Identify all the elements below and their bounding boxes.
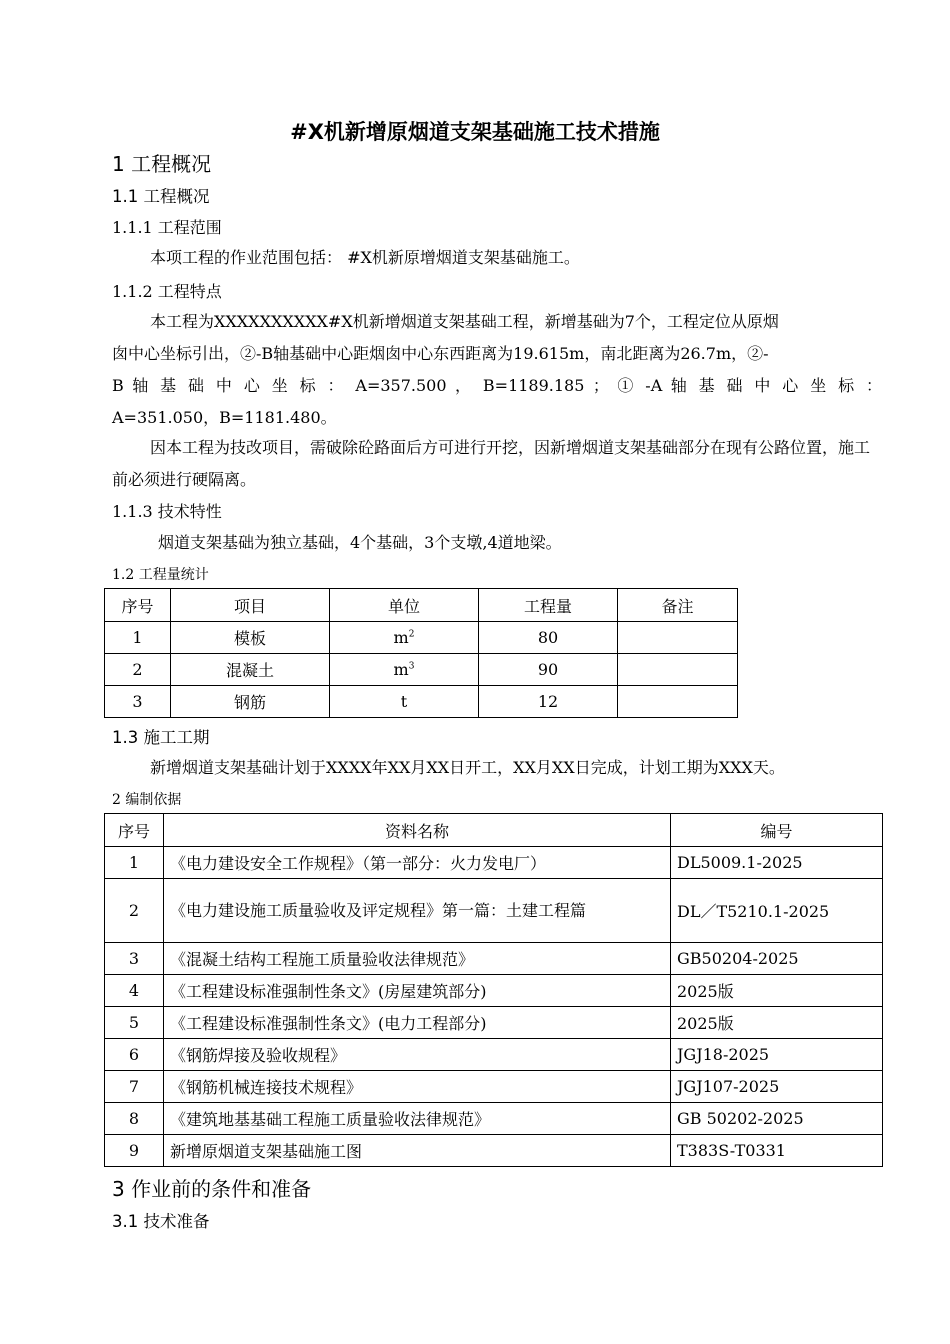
- basis-cell-name: 《电力建设安全工作规程》（第一部分：火力发电厂）: [164, 847, 671, 879]
- table-row: [105, 622, 738, 654]
- qty-header-item: 项目: [171, 589, 330, 622]
- qty-cell-qty: 90: [479, 654, 618, 686]
- basis-cell-name: 《建筑地基基础工程施工质量验收法律规范》: [164, 1103, 671, 1135]
- basis-cell-no: 9: [105, 1135, 164, 1167]
- qty-cell-note: [618, 654, 738, 686]
- features-line-3: B 轴 基 础 中 心 坐 标 ： A=357.500 ， B=1189.185 ； ① -A 轴 基 础 中 心 坐 标 ：: [112, 376, 882, 395]
- basis-cell-code: JGJ18-2025: [671, 1039, 883, 1071]
- table-row: [105, 686, 738, 718]
- basis-cell-code: DL5009.1-2025: [671, 847, 883, 879]
- section-3-heading: 3 作业前的条件和准备: [112, 1177, 312, 1201]
- qty-cell-qty: 80: [479, 622, 618, 654]
- basis-table: [104, 813, 883, 1167]
- basis-header-name: 资料名称: [164, 814, 671, 847]
- table-row: [105, 1007, 883, 1039]
- basis-cell-name: 新增原烟道支架基础施工图: [164, 1135, 671, 1167]
- tech-feature-paragraph: 烟道支架基础为独立基础，4个基础，3个支墩,4道地梁。: [158, 533, 562, 552]
- schedule-paragraph: 新增烟道支架基础计划于XXXX年XX月XX日开工，XX月XX日完成，计划工期为XXX天。: [150, 758, 785, 777]
- features-line-1: 本工程为XXXXXXXXXX#X机新增烟道支架基础工程，新增基础为7个，工程定位从原烟: [150, 312, 779, 331]
- qty-cell-no: 1: [105, 622, 171, 654]
- features-paragraph-2: 因本工程为技改项目，需破除砼路面后方可进行开挖，因新增烟道支架基础部分在现有公路位置，施工前必须进行硬隔离。: [112, 438, 871, 489]
- qty-cell-unit: [330, 622, 479, 654]
- basis-header-no: 序号: [105, 814, 164, 847]
- scope-paragraph: 本项工程的作业范围包括： #X机新原增烟道支架基础施工。: [150, 248, 580, 267]
- unit-text: m: [393, 628, 409, 647]
- qty-cell-unit: [330, 686, 479, 718]
- qty-header-note: 备注: [618, 589, 738, 622]
- section-1-1-1-heading: 1.1.1 工程范围: [112, 218, 222, 237]
- basis-cell-name: 《电力建设施工质量验收及评定规程》第一篇：土建工程篇: [164, 879, 671, 943]
- document-title: #X机新增原烟道支架基础施工技术措施: [290, 120, 660, 144]
- table-row: [105, 1135, 883, 1167]
- basis-cell-no: 6: [105, 1039, 164, 1071]
- section-1-3-heading: 1.3 施工工期: [112, 728, 210, 747]
- qty-cell-no: 2: [105, 654, 171, 686]
- unit-text: m: [393, 660, 409, 679]
- qty-cell-no: 3: [105, 686, 171, 718]
- section-1-1-2-heading: 1.1.2 工程特点: [112, 282, 222, 301]
- basis-header-code: 编号: [671, 814, 883, 847]
- unit-exponent: 3: [408, 661, 415, 672]
- basis-cell-name: 《钢筋焊接及验收规程》: [164, 1039, 671, 1071]
- table-row: [105, 1071, 883, 1103]
- basis-cell-code: 2025版: [671, 1007, 883, 1039]
- basis-cell-no: 3: [105, 943, 164, 975]
- qty-header-no: 序号: [105, 589, 171, 622]
- basis-cell-code: JGJ107-2025: [671, 1071, 883, 1103]
- table-row: [105, 943, 883, 975]
- section-1-heading: 1 工程概况: [112, 152, 212, 176]
- table-row: [105, 975, 883, 1007]
- basis-cell-name: 《工程建设标准强制性条文》(电力工程部分): [164, 1007, 671, 1039]
- basis-cell-code: DL／T5210.1-2025: [671, 879, 883, 943]
- section-2-heading: 2 编制依据: [112, 792, 182, 808]
- basis-cell-name: 《钢筋机械连接技术规程》: [164, 1071, 671, 1103]
- section-3-1-heading: 3.1 技术准备: [112, 1212, 210, 1231]
- basis-cell-code: GB50204-2025: [671, 943, 883, 975]
- table-row: [105, 879, 883, 943]
- features-line-2: 囱中心坐标引出，②-B轴基础中心距烟囱中心东西距离为19.615m，南北距离为26.7m，②-: [112, 344, 769, 363]
- qty-cell-item: 钢筋: [171, 686, 330, 718]
- section-1-1-3-heading: 1.1.3 技术特性: [112, 502, 222, 521]
- quantity-table: [104, 588, 738, 718]
- qty-header-unit: 单位: [330, 589, 479, 622]
- basis-cell-code: 2025版: [671, 975, 883, 1007]
- basis-cell-no: 7: [105, 1071, 164, 1103]
- basis-cell-no: 1: [105, 847, 164, 879]
- table-row: [105, 847, 883, 879]
- qty-cell-item: 混凝土: [171, 654, 330, 686]
- table-row: [105, 654, 738, 686]
- features-line-4: A=351.050，B=1181.480。: [112, 408, 337, 427]
- basis-cell-code: T383S-T0331: [671, 1135, 883, 1167]
- table-row: [105, 1039, 883, 1071]
- qty-cell-item: 模板: [171, 622, 330, 654]
- basis-cell-no: 5: [105, 1007, 164, 1039]
- basis-cell-no: 4: [105, 975, 164, 1007]
- basis-cell-no: 2: [105, 879, 164, 943]
- basis-cell-code: GB 50202-2025: [671, 1103, 883, 1135]
- section-1-2-heading: 1.2 工程量统计: [112, 567, 209, 583]
- qty-cell-unit: [330, 654, 479, 686]
- table-row: [105, 1103, 883, 1135]
- basis-cell-no: 8: [105, 1103, 164, 1135]
- basis-cell-name: 《工程建设标准强制性条文》(房屋建筑部分): [164, 975, 671, 1007]
- unit-text: t: [400, 692, 408, 711]
- qty-cell-note: [618, 622, 738, 654]
- section-1-1-heading: 1.1 工程概况: [112, 187, 210, 206]
- qty-cell-qty: 12: [479, 686, 618, 718]
- unit-exponent: 2: [408, 629, 415, 640]
- qty-cell-note: [618, 686, 738, 718]
- qty-header-qty: 工程量: [479, 589, 618, 622]
- basis-cell-name: 《混凝土结构工程施工质量验收法律规范》: [164, 943, 671, 975]
